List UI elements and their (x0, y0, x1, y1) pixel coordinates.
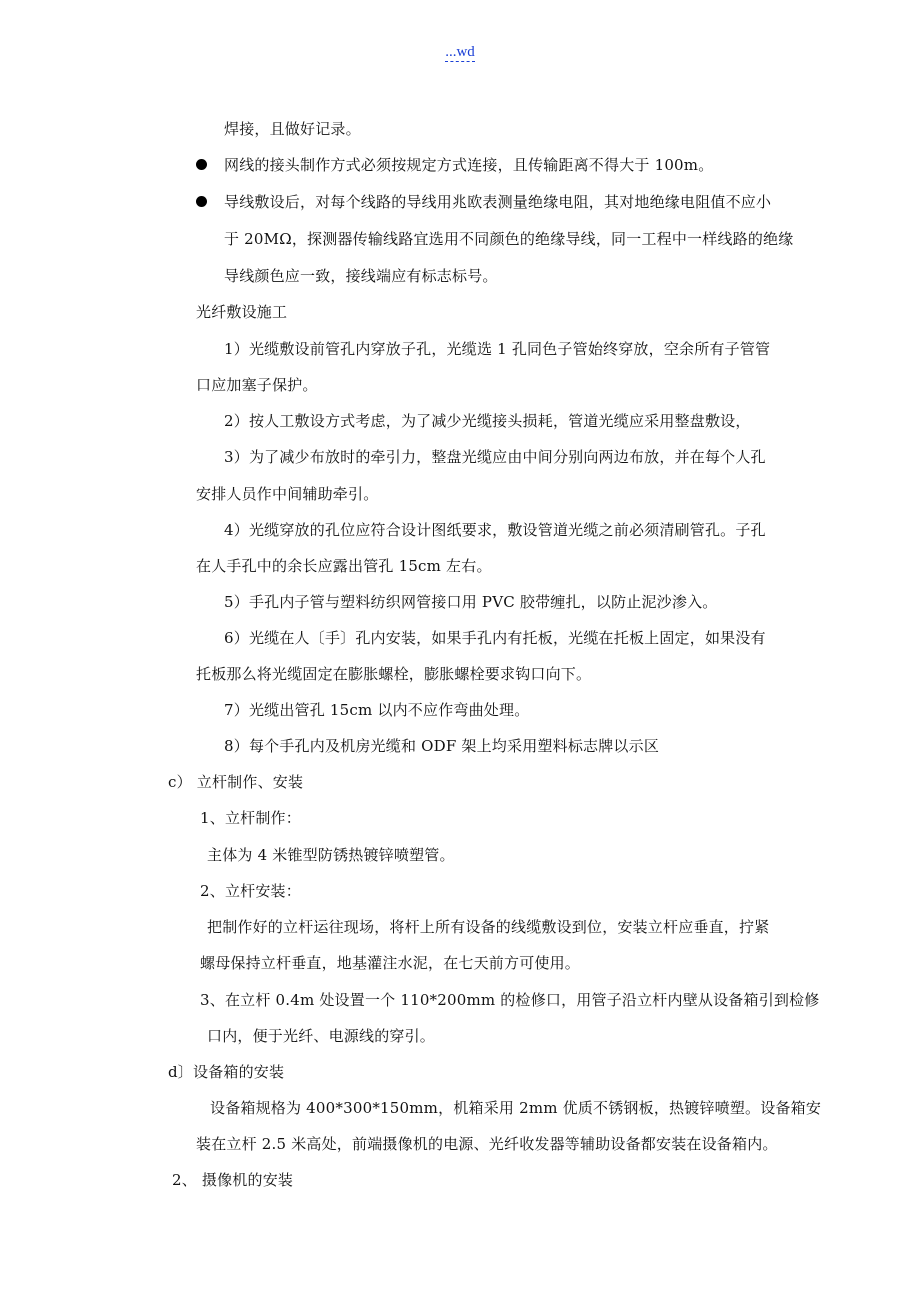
header-link-text[interactable]: ...wd (445, 44, 475, 60)
paragraph-line: 主体为 4 米锥型防锈热镀锌喷塑管。 (207, 846, 455, 864)
list-item: 1）光缆敷设前管孔内穿放子孔，光缆选 1 孔同色子管始终穿放，空余所有子管管 (224, 340, 771, 358)
list-item: 安排人员作中间辅助牵引。 (196, 485, 379, 503)
paragraph-line: 装在立杆 2.5 米高处，前端摄像机的电源、光纤收发器等辅助设备都安装在设备箱内。 (196, 1135, 778, 1153)
list-item: 6）光缆在人〔手〕孔内安装，如果手孔内有托板，光缆在托板上固定，如果没有 (224, 629, 766, 647)
section-heading: c） 立杆制作、安装 (168, 773, 304, 791)
section-heading: 2、 摄像机的安装 (172, 1171, 294, 1189)
subsection-title: 1、立杆制作： (200, 809, 301, 827)
bullet-item-text: 于 20MΩ，探测器传输线路宜选用不同颜色的绝缘导线，同一工程中一样线路的绝缘 (224, 230, 794, 248)
bullet-icon (196, 159, 207, 170)
paragraph-line: 焊接，且做好记录。 (224, 120, 361, 138)
list-item: 7）光缆出管孔 15cm 以内不应作弯曲处理。 (224, 701, 530, 719)
paragraph-line: 口内，便于光纤、电源线的穿引。 (207, 1027, 436, 1045)
header-link[interactable] (0, 44, 920, 61)
bullet-item-text: 导线敷设后，对每个线路的导线用兆欧表测量绝缘电阻，其对地绝缘电阻值不应小 (224, 193, 772, 211)
list-item: 3）为了减少布放时的牵引力，整盘光缆应由中间分别向两边布放，并在每个人孔 (224, 448, 766, 466)
section-heading: 光纤敷设施工 (196, 303, 288, 321)
bullet-item-text: 导线颜色应一致，接线端应有标志标号。 (224, 267, 498, 285)
subsection-title: 2、立杆安装： (200, 882, 301, 900)
list-item: 8）每个手孔内及机房光缆和 ODF 架上均采用塑料标志牌以示区 (224, 737, 660, 755)
list-item: 口应加塞子保护。 (196, 376, 318, 394)
paragraph-line: 螺母保持立杆垂直，地基灌注水泥，在七天前方可使用。 (200, 954, 581, 972)
paragraph-line: 设备箱规格为 400*300*150mm，机箱采用 2mm 优质不锈钢板，热镀锌喷塑。设备箱安 (210, 1099, 822, 1117)
bullet-item-text: 网线的接头制作方式必须按规定方式连接，且传输距离不得大于 100m。 (224, 156, 714, 174)
list-item: 托板那么将光缆固定在膨胀螺栓，膨胀螺栓要求钩口向下。 (196, 665, 592, 683)
paragraph-line: 3、在立杆 0.4m 处设置一个 110*200mm 的检修口，用管子沿立杆内壁从设备箱引到检修 (200, 991, 820, 1009)
list-item: 4）光缆穿放的孔位应符合设计图纸要求，敷设管道光缆之前必须清刷管孔。子孔 (224, 521, 766, 539)
paragraph-line: 把制作好的立杆运往现场，将杆上所有设备的线缆敷设到位，安装立杆应垂直，拧紧 (207, 918, 770, 936)
bullet-icon (196, 196, 207, 207)
list-item: 2）按人工敷设方式考虑，为了减少光缆接头损耗，管道光缆应采用整盘敷设， (224, 412, 751, 430)
section-heading: d〕设备箱的安装 (168, 1063, 285, 1081)
list-item: 5）手孔内子管与塑料纺织网管接口用 PVC 胶带缠扎，以防止泥沙渗入。 (224, 593, 718, 611)
list-item: 在人手孔中的余长应露出管孔 15cm 左右。 (196, 557, 492, 575)
